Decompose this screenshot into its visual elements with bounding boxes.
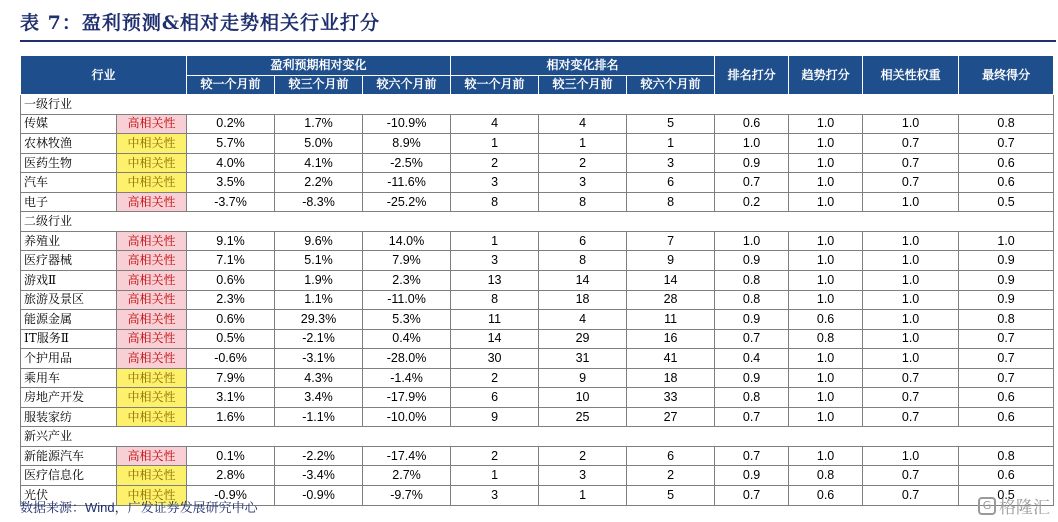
cell-r6: 6 — [627, 173, 715, 193]
cell-p1: 0.6% — [187, 310, 275, 330]
cell-p3: 3.4% — [275, 388, 363, 408]
cell-weight: 0.7 — [863, 388, 959, 408]
cell-r1: 11 — [451, 310, 539, 330]
correlation-badge: 中相关性 — [117, 407, 187, 427]
section-row — [21, 212, 1054, 232]
cell-r1: 1 — [451, 231, 539, 251]
cell-r1: 4 — [451, 114, 539, 134]
cell-p1: 5.7% — [187, 134, 275, 154]
cell-p1: 0.6% — [187, 271, 275, 291]
section-label: 新兴产业 — [21, 427, 1054, 447]
table-row — [21, 388, 1054, 408]
cell-p6: -28.0% — [363, 349, 451, 369]
cell-r6: 1 — [627, 134, 715, 154]
cell-final: 0.5 — [959, 192, 1054, 212]
cell-weight: 1.0 — [863, 310, 959, 330]
table-row — [21, 466, 1054, 486]
correlation-badge: 中相关性 — [117, 466, 187, 486]
cell-r3: 10 — [539, 388, 627, 408]
cell-p6: -10.9% — [363, 114, 451, 134]
cell-r6: 7 — [627, 231, 715, 251]
cell-r6: 5 — [627, 486, 715, 506]
cell-r1: 2 — [451, 368, 539, 388]
table-row — [21, 407, 1054, 427]
header-sub: 较一个月前 — [187, 75, 275, 95]
cell-p1: 3.1% — [187, 388, 275, 408]
cell-final: 0.7 — [959, 349, 1054, 369]
cell-r6: 2 — [627, 466, 715, 486]
cell-p3: 9.6% — [275, 231, 363, 251]
cell-final: 0.8 — [959, 446, 1054, 466]
cell-r3: 1 — [539, 486, 627, 506]
cell-p3: 2.2% — [275, 173, 363, 193]
cell-p6: -11.0% — [363, 290, 451, 310]
table-row — [21, 446, 1054, 466]
industry-name: 医疗信息化 — [21, 466, 117, 486]
cell-trend: 1.0 — [789, 134, 863, 154]
cell-final: 0.5 — [959, 486, 1054, 506]
cell-p6: -11.6% — [363, 173, 451, 193]
industry-name: 房地产开发 — [21, 388, 117, 408]
cell-r3: 8 — [539, 192, 627, 212]
cell-r1: 8 — [451, 192, 539, 212]
cell-p6: 14.0% — [363, 231, 451, 251]
cell-p6: 5.3% — [363, 310, 451, 330]
section-label: 二级行业 — [21, 212, 1054, 232]
cell-r3: 1 — [539, 134, 627, 154]
cell-p3: 4.1% — [275, 153, 363, 173]
cell-r3: 3 — [539, 173, 627, 193]
cell-r3: 4 — [539, 114, 627, 134]
cell-r1: 2 — [451, 446, 539, 466]
source-note: 数据来源：Wind，广发证券发展研究中心 — [20, 500, 258, 516]
table-title: 表 7：盈利预测&相对走势相关行业打分 — [20, 12, 380, 34]
cell-r1: 13 — [451, 271, 539, 291]
cell-rank: 0.9 — [715, 466, 789, 486]
cell-p1: 3.5% — [187, 173, 275, 193]
table-row — [21, 114, 1054, 134]
header-industry: 行业 — [21, 56, 187, 95]
correlation-badge: 中相关性 — [117, 368, 187, 388]
industry-name: 汽车 — [21, 173, 117, 193]
table-row — [21, 271, 1054, 291]
cell-weight: 0.7 — [863, 173, 959, 193]
header-corr-weight: 相关性权重 — [863, 56, 959, 95]
cell-final: 1.0 — [959, 231, 1054, 251]
cell-rank: 1.0 — [715, 134, 789, 154]
cell-p1: 2.3% — [187, 290, 275, 310]
cell-p6: -1.4% — [363, 368, 451, 388]
cell-r3: 8 — [539, 251, 627, 271]
correlation-badge: 高相关性 — [117, 329, 187, 349]
cell-r6: 8 — [627, 192, 715, 212]
correlation-badge: 高相关性 — [117, 310, 187, 330]
cell-p1: 9.1% — [187, 231, 275, 251]
cell-trend: 1.0 — [789, 349, 863, 369]
cell-r6: 14 — [627, 271, 715, 291]
cell-r1: 9 — [451, 407, 539, 427]
table-row — [21, 368, 1054, 388]
cell-weight: 0.7 — [863, 153, 959, 173]
cell-r1: 6 — [451, 388, 539, 408]
cell-r6: 16 — [627, 329, 715, 349]
cell-r3: 3 — [539, 466, 627, 486]
correlation-badge: 高相关性 — [117, 271, 187, 291]
header-profit-change: 盈利预期相对变化 — [187, 56, 451, 76]
cell-trend: 0.8 — [789, 466, 863, 486]
correlation-badge: 高相关性 — [117, 349, 187, 369]
cell-rank: 0.9 — [715, 368, 789, 388]
cell-trend: 0.6 — [789, 310, 863, 330]
cell-r3: 6 — [539, 231, 627, 251]
cell-p6: 0.4% — [363, 329, 451, 349]
cell-weight: 1.0 — [863, 271, 959, 291]
cell-p3: 5.0% — [275, 134, 363, 154]
cell-trend: 1.0 — [789, 368, 863, 388]
cell-r3: 2 — [539, 153, 627, 173]
cell-r6: 6 — [627, 446, 715, 466]
cell-p6: 7.9% — [363, 251, 451, 271]
cell-r6: 18 — [627, 368, 715, 388]
industry-name: 新能源汽车 — [21, 446, 117, 466]
cell-trend: 1.0 — [789, 251, 863, 271]
cell-rank: 0.7 — [715, 173, 789, 193]
cell-trend: 0.6 — [789, 486, 863, 506]
cell-final: 0.9 — [959, 251, 1054, 271]
cell-weight: 1.0 — [863, 290, 959, 310]
header-sub: 较六个月前 — [363, 75, 451, 95]
table-body — [21, 95, 1054, 505]
cell-p6: -25.2% — [363, 192, 451, 212]
section-row — [21, 95, 1054, 115]
cell-final: 0.8 — [959, 310, 1054, 330]
cell-rank: 0.7 — [715, 329, 789, 349]
header-sub: 较三个月前 — [275, 75, 363, 95]
industry-name: 电子 — [21, 192, 117, 212]
cell-final: 0.6 — [959, 153, 1054, 173]
cell-rank: 0.8 — [715, 271, 789, 291]
cell-p6: -2.5% — [363, 153, 451, 173]
cell-p1: 0.2% — [187, 114, 275, 134]
cell-p1: 0.1% — [187, 446, 275, 466]
cell-r1: 3 — [451, 173, 539, 193]
cell-final: 0.9 — [959, 271, 1054, 291]
cell-rank: 0.6 — [715, 114, 789, 134]
cell-weight: 0.7 — [863, 466, 959, 486]
cell-r1: 14 — [451, 329, 539, 349]
cell-p1: 2.8% — [187, 466, 275, 486]
cell-trend: 1.0 — [789, 153, 863, 173]
cell-p1: -3.7% — [187, 192, 275, 212]
cell-rank: 0.9 — [715, 251, 789, 271]
cell-r6: 41 — [627, 349, 715, 369]
watermark-logo-icon: G — [978, 497, 996, 515]
cell-p1: 4.0% — [187, 153, 275, 173]
cell-trend: 1.0 — [789, 388, 863, 408]
cell-p3: 29.3% — [275, 310, 363, 330]
cell-p1: 1.6% — [187, 407, 275, 427]
cell-weight: 0.7 — [863, 368, 959, 388]
cell-p6: -17.4% — [363, 446, 451, 466]
cell-r3: 18 — [539, 290, 627, 310]
industry-name: 能源金属 — [21, 310, 117, 330]
cell-p3: -2.2% — [275, 446, 363, 466]
cell-r1: 3 — [451, 251, 539, 271]
industry-name: 服装家纺 — [21, 407, 117, 427]
cell-r6: 11 — [627, 310, 715, 330]
cell-p6: 2.3% — [363, 271, 451, 291]
cell-p1: 7.1% — [187, 251, 275, 271]
header-sub: 较三个月前 — [539, 75, 627, 95]
cell-rank: 0.8 — [715, 388, 789, 408]
cell-p1: 0.5% — [187, 329, 275, 349]
correlation-badge: 中相关性 — [117, 173, 187, 193]
table-row — [21, 134, 1054, 154]
cell-r6: 5 — [627, 114, 715, 134]
cell-weight: 1.0 — [863, 192, 959, 212]
correlation-badge: 中相关性 — [117, 134, 187, 154]
cell-r3: 31 — [539, 349, 627, 369]
cell-trend: 1.0 — [789, 290, 863, 310]
correlation-badge: 高相关性 — [117, 192, 187, 212]
cell-final: 0.6 — [959, 173, 1054, 193]
watermark-text: 格隆汇 — [999, 498, 1050, 518]
cell-weight: 1.0 — [863, 251, 959, 271]
cell-trend: 1.0 — [789, 231, 863, 251]
cell-p1: -0.6% — [187, 349, 275, 369]
industry-name: IT服务Ⅱ — [21, 329, 117, 349]
cell-r3: 4 — [539, 310, 627, 330]
cell-weight: 0.7 — [863, 407, 959, 427]
cell-r6: 33 — [627, 388, 715, 408]
cell-rank: 0.8 — [715, 290, 789, 310]
table-row — [21, 153, 1054, 173]
cell-r3: 2 — [539, 446, 627, 466]
cell-final: 0.6 — [959, 466, 1054, 486]
cell-trend: 1.0 — [789, 446, 863, 466]
industry-name: 农林牧渔 — [21, 134, 117, 154]
industry-name: 旅游及景区 — [21, 290, 117, 310]
cell-p3: 1.9% — [275, 271, 363, 291]
industry-name: 光伏 — [21, 486, 117, 506]
correlation-badge: 中相关性 — [117, 153, 187, 173]
watermark — [978, 493, 1050, 518]
cell-trend: 1.0 — [789, 271, 863, 291]
cell-weight: 1.0 — [863, 349, 959, 369]
cell-weight: 1.0 — [863, 329, 959, 349]
cell-p1: -0.9% — [187, 486, 275, 506]
table-row — [21, 290, 1054, 310]
cell-trend: 1.0 — [789, 114, 863, 134]
industry-name: 医药生物 — [21, 153, 117, 173]
table-row — [21, 231, 1054, 251]
cell-final: 0.7 — [959, 329, 1054, 349]
cell-weight: 1.0 — [863, 231, 959, 251]
correlation-badge: 中相关性 — [117, 486, 187, 506]
table-row — [21, 192, 1054, 212]
table-row — [21, 173, 1054, 193]
cell-p6: 8.9% — [363, 134, 451, 154]
section-label: 一级行业 — [21, 95, 1054, 115]
cell-r6: 9 — [627, 251, 715, 271]
cell-p3: -3.1% — [275, 349, 363, 369]
cell-p6: -9.7% — [363, 486, 451, 506]
cell-p3: -8.3% — [275, 192, 363, 212]
cell-rank: 0.9 — [715, 153, 789, 173]
header-sub: 较一个月前 — [451, 75, 539, 95]
correlation-badge: 中相关性 — [117, 388, 187, 408]
cell-p3: 4.3% — [275, 368, 363, 388]
cell-r6: 28 — [627, 290, 715, 310]
cell-r1: 2 — [451, 153, 539, 173]
cell-rank: 0.4 — [715, 349, 789, 369]
cell-r1: 30 — [451, 349, 539, 369]
correlation-badge: 高相关性 — [117, 290, 187, 310]
cell-r3: 25 — [539, 407, 627, 427]
cell-final: 0.9 — [959, 290, 1054, 310]
header-sub: 较六个月前 — [627, 75, 715, 95]
correlation-badge: 高相关性 — [117, 114, 187, 134]
cell-weight: 0.7 — [863, 134, 959, 154]
cell-r6: 27 — [627, 407, 715, 427]
cell-rank: 0.7 — [715, 446, 789, 466]
cell-p3: -0.9% — [275, 486, 363, 506]
cell-r3: 9 — [539, 368, 627, 388]
cell-final: 0.6 — [959, 407, 1054, 427]
industry-score-table — [20, 55, 1054, 506]
correlation-badge: 高相关性 — [117, 231, 187, 251]
correlation-badge: 高相关性 — [117, 251, 187, 271]
cell-r6: 3 — [627, 153, 715, 173]
cell-final: 0.8 — [959, 114, 1054, 134]
industry-name: 养殖业 — [21, 231, 117, 251]
cell-p3: -1.1% — [275, 407, 363, 427]
cell-p6: 2.7% — [363, 466, 451, 486]
cell-rank: 0.2 — [715, 192, 789, 212]
header-rank-score: 排名打分 — [715, 56, 789, 95]
cell-rank: 0.7 — [715, 486, 789, 506]
cell-p3: 1.7% — [275, 114, 363, 134]
cell-trend: 0.8 — [789, 329, 863, 349]
cell-final: 0.7 — [959, 134, 1054, 154]
section-row — [21, 427, 1054, 447]
header-trend-score: 趋势打分 — [789, 56, 863, 95]
cell-p3: 1.1% — [275, 290, 363, 310]
table-row — [21, 251, 1054, 271]
cell-r1: 1 — [451, 134, 539, 154]
header-final-score: 最终得分 — [959, 56, 1054, 95]
cell-p1: 7.9% — [187, 368, 275, 388]
title-divider — [20, 40, 1056, 42]
cell-r1: 8 — [451, 290, 539, 310]
industry-name: 乘用车 — [21, 368, 117, 388]
correlation-badge: 高相关性 — [117, 446, 187, 466]
industry-name: 个护用品 — [21, 349, 117, 369]
cell-trend: 1.0 — [789, 407, 863, 427]
table-row — [21, 310, 1054, 330]
industry-name: 游戏Ⅱ — [21, 271, 117, 291]
cell-p3: -2.1% — [275, 329, 363, 349]
cell-rank: 1.0 — [715, 231, 789, 251]
table-row — [21, 329, 1054, 349]
cell-weight: 1.0 — [863, 114, 959, 134]
cell-final: 0.6 — [959, 388, 1054, 408]
cell-weight: 1.0 — [863, 446, 959, 466]
cell-p6: -10.0% — [363, 407, 451, 427]
cell-trend: 1.0 — [789, 173, 863, 193]
header-rank-change: 相对变化排名 — [451, 56, 715, 76]
cell-r1: 3 — [451, 486, 539, 506]
cell-rank: 0.7 — [715, 407, 789, 427]
cell-rank: 0.9 — [715, 310, 789, 330]
cell-trend: 1.0 — [789, 192, 863, 212]
cell-r3: 14 — [539, 271, 627, 291]
cell-weight: 0.7 — [863, 486, 959, 506]
industry-name: 医疗器械 — [21, 251, 117, 271]
industry-name: 传媒 — [21, 114, 117, 134]
cell-final: 0.7 — [959, 368, 1054, 388]
cell-r1: 1 — [451, 466, 539, 486]
cell-r3: 29 — [539, 329, 627, 349]
cell-p3: 5.1% — [275, 251, 363, 271]
cell-p3: -3.4% — [275, 466, 363, 486]
cell-p6: -17.9% — [363, 388, 451, 408]
table-row — [21, 349, 1054, 369]
